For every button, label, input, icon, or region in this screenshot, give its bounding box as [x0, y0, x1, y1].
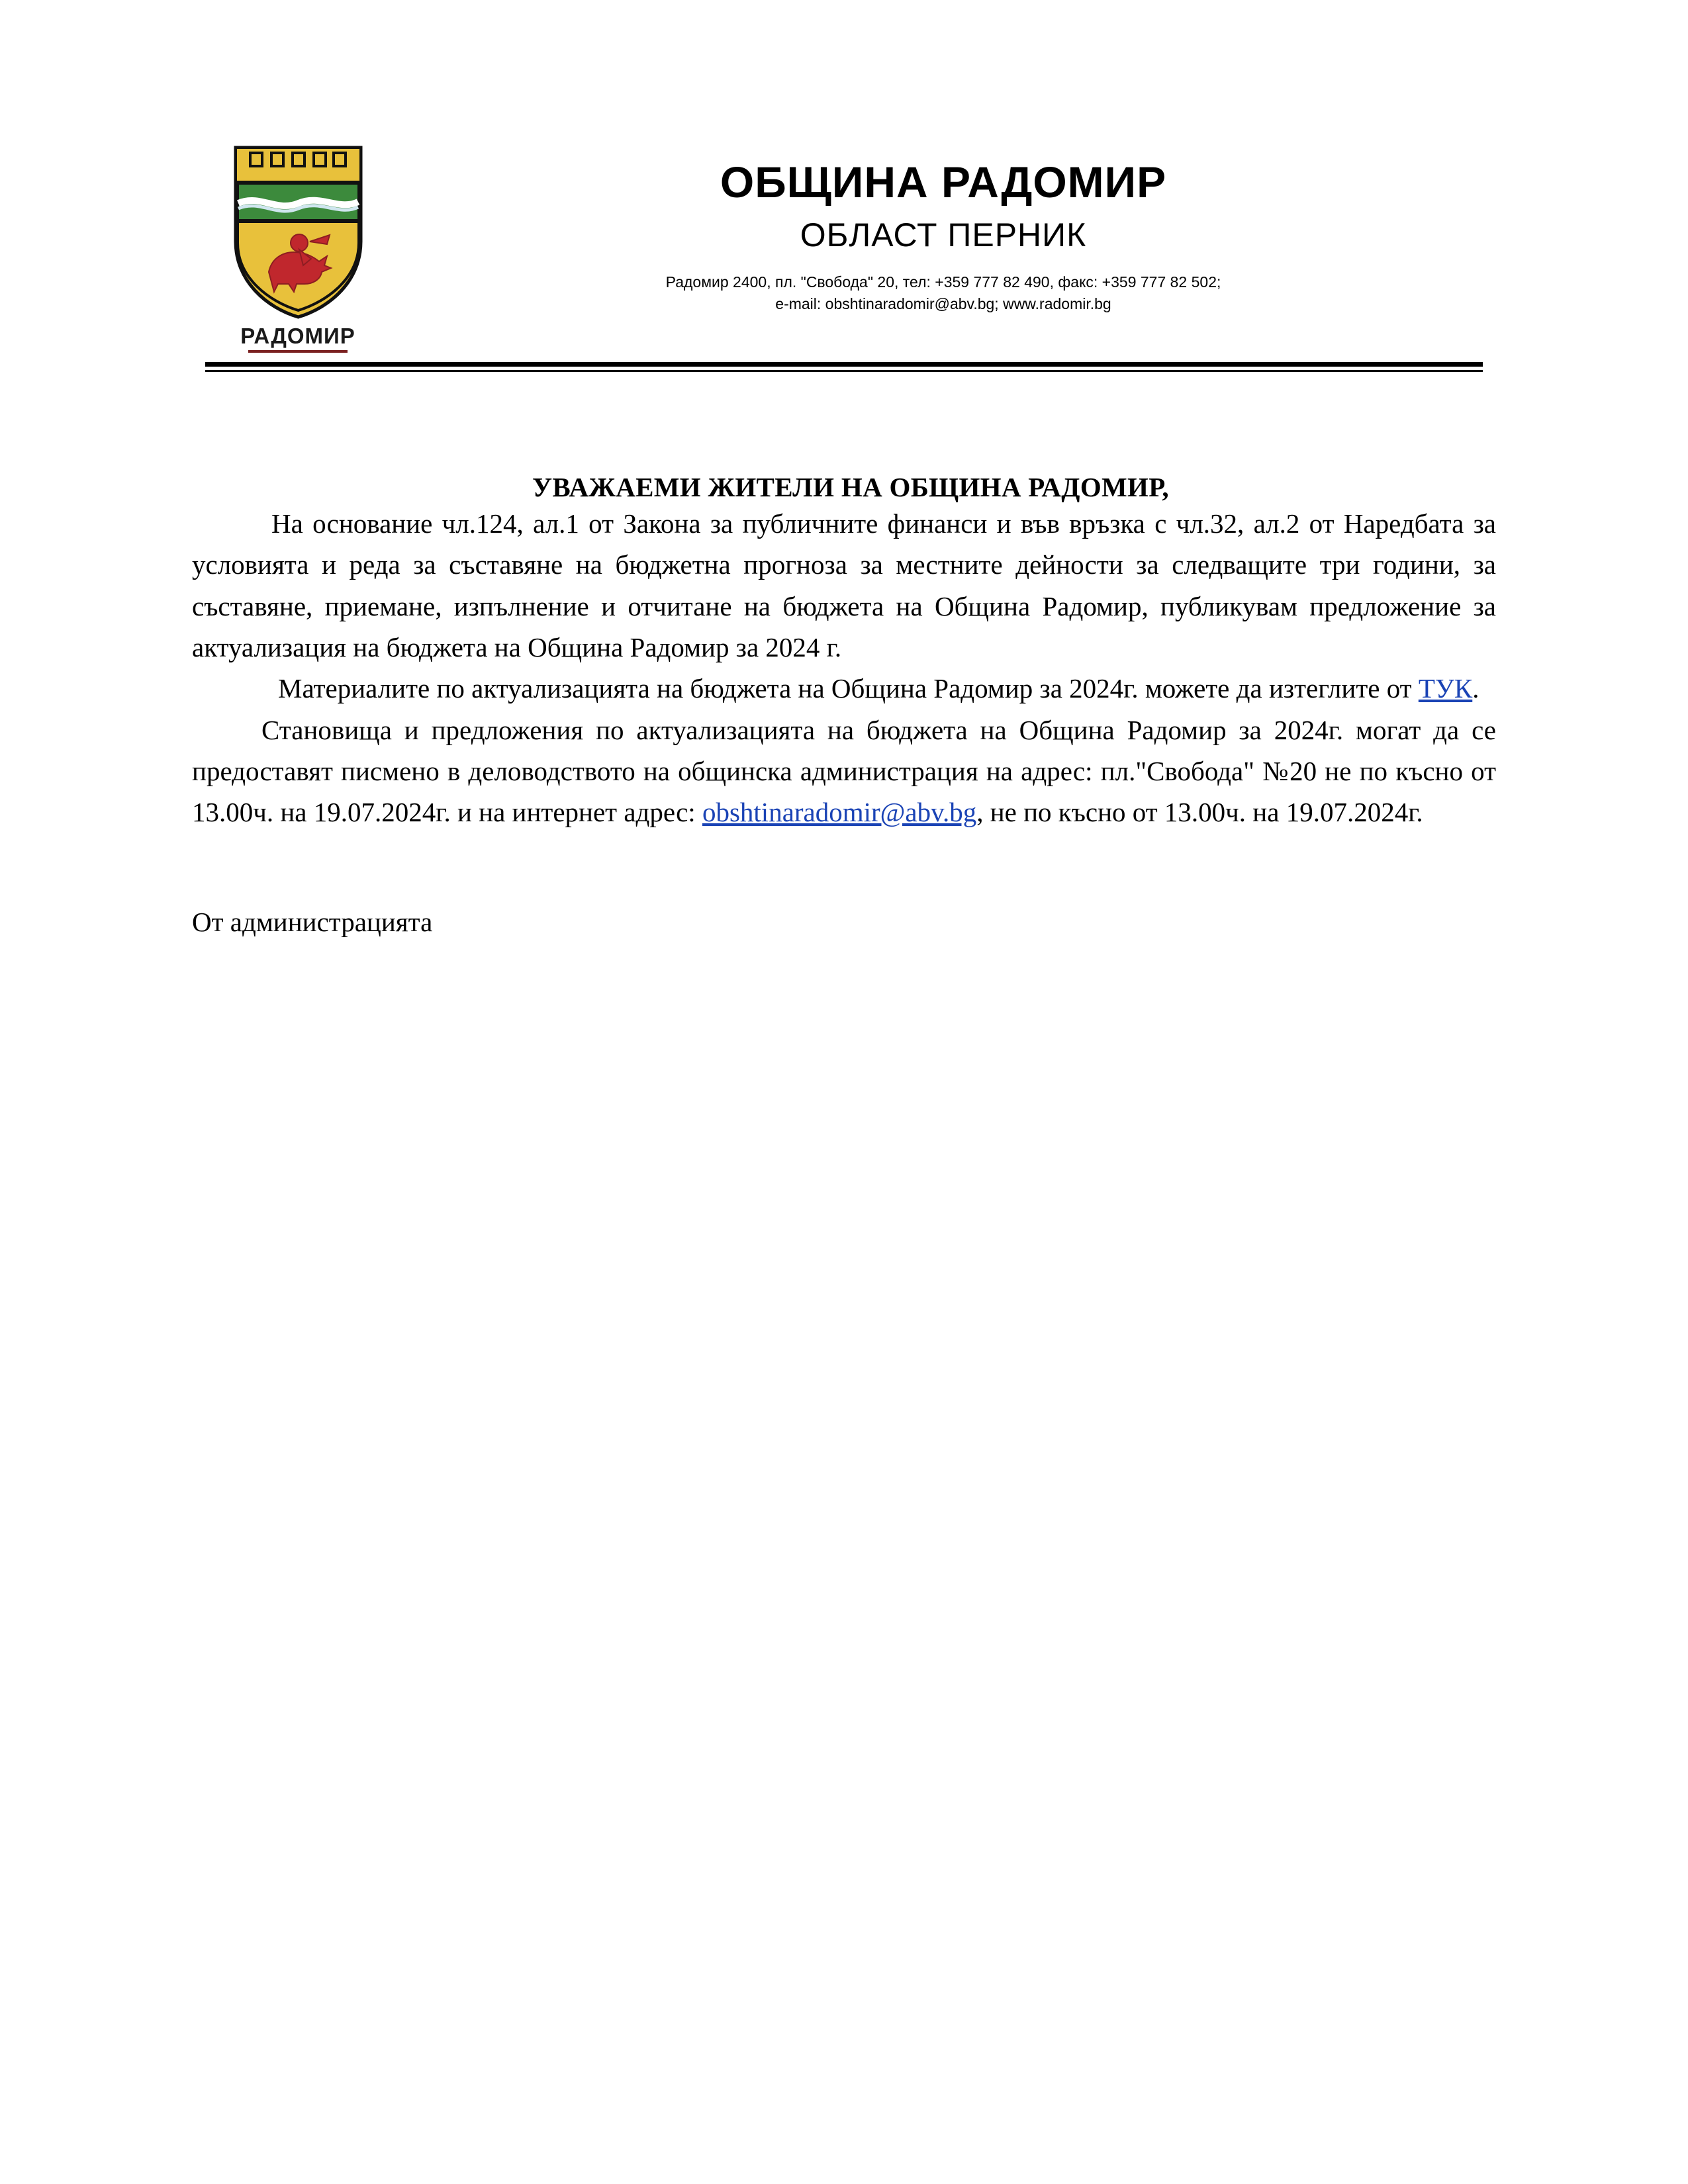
document-body — [192, 372, 1496, 938]
header-divider — [205, 362, 1483, 372]
materials-download-link[interactable]: ТУК — [1418, 673, 1473, 704]
paragraph-feedback — [192, 709, 1496, 833]
crest-caption-underline — [248, 350, 348, 353]
email-link[interactable]: obshtinaradomir@abv.bg — [702, 797, 977, 828]
signoff: От администрацията — [192, 906, 433, 937]
paragraph-feedback-text: Становища и предложения по актуализацията на бюджета на Община Радомир за 2024г. могат да се предоставят писмено в деловодството на общинска администрация на адрес: пл."Свобода" №20 не по късно от 13.00ч. на 19.07.2024г. и на интернет адрес: — [192, 714, 1496, 828]
contact-line-2: e-mail: obshtinaradomir@abv.bg; www.radomir.bg — [775, 295, 1111, 312]
organization-title: ОБЩИНА РАДОМИР — [720, 158, 1167, 206]
coat-of-arms-block — [199, 142, 397, 353]
paragraph-legal-basis: На основание чл.124, ал.1 от Закона за публичните финанси и във връзка с чл.32, ал.2 от Наредбата за условията и реда за съставяне на бюджетна прогноза за местните дейности за следващите три години, за съставяне, приемане, изпълнение и отчитане на бюджета на Община Радомир, публикувам предложение за актуализация на бюджета на Община Радомир за 2024 г. — [192, 508, 1496, 662]
contact-line-1: Радомир 2400, пл. "Свобода" 20, тел: +359 777 82 490, факс: +359 777 82 502; — [665, 273, 1221, 291]
salutation: УВАЖАЕМИ ЖИТЕЛИ НА ОБЩИНА РАДОМИР, — [532, 472, 1169, 502]
paragraph-feedback-tail: , не по късно от 13.00ч. на 19.07.2024г. — [976, 797, 1423, 828]
crest-caption: РАДОМИР — [240, 324, 355, 348]
organization-contact — [397, 271, 1489, 316]
letterhead-text-block — [397, 142, 1688, 315]
paragraph-materials — [192, 668, 1496, 709]
organization-subtitle: ОБЛАСТ ПЕРНИК — [800, 216, 1087, 253]
divider-thick-line — [205, 362, 1483, 367]
letterhead-header — [0, 0, 1688, 353]
coat-of-arms-icon — [230, 142, 366, 321]
paragraph-materials-text: Материалите по актуализацията на бюджета на Община Радомир за 2024г. можете да изтеглите от — [278, 673, 1419, 704]
paragraph-materials-tail: . — [1472, 673, 1479, 704]
